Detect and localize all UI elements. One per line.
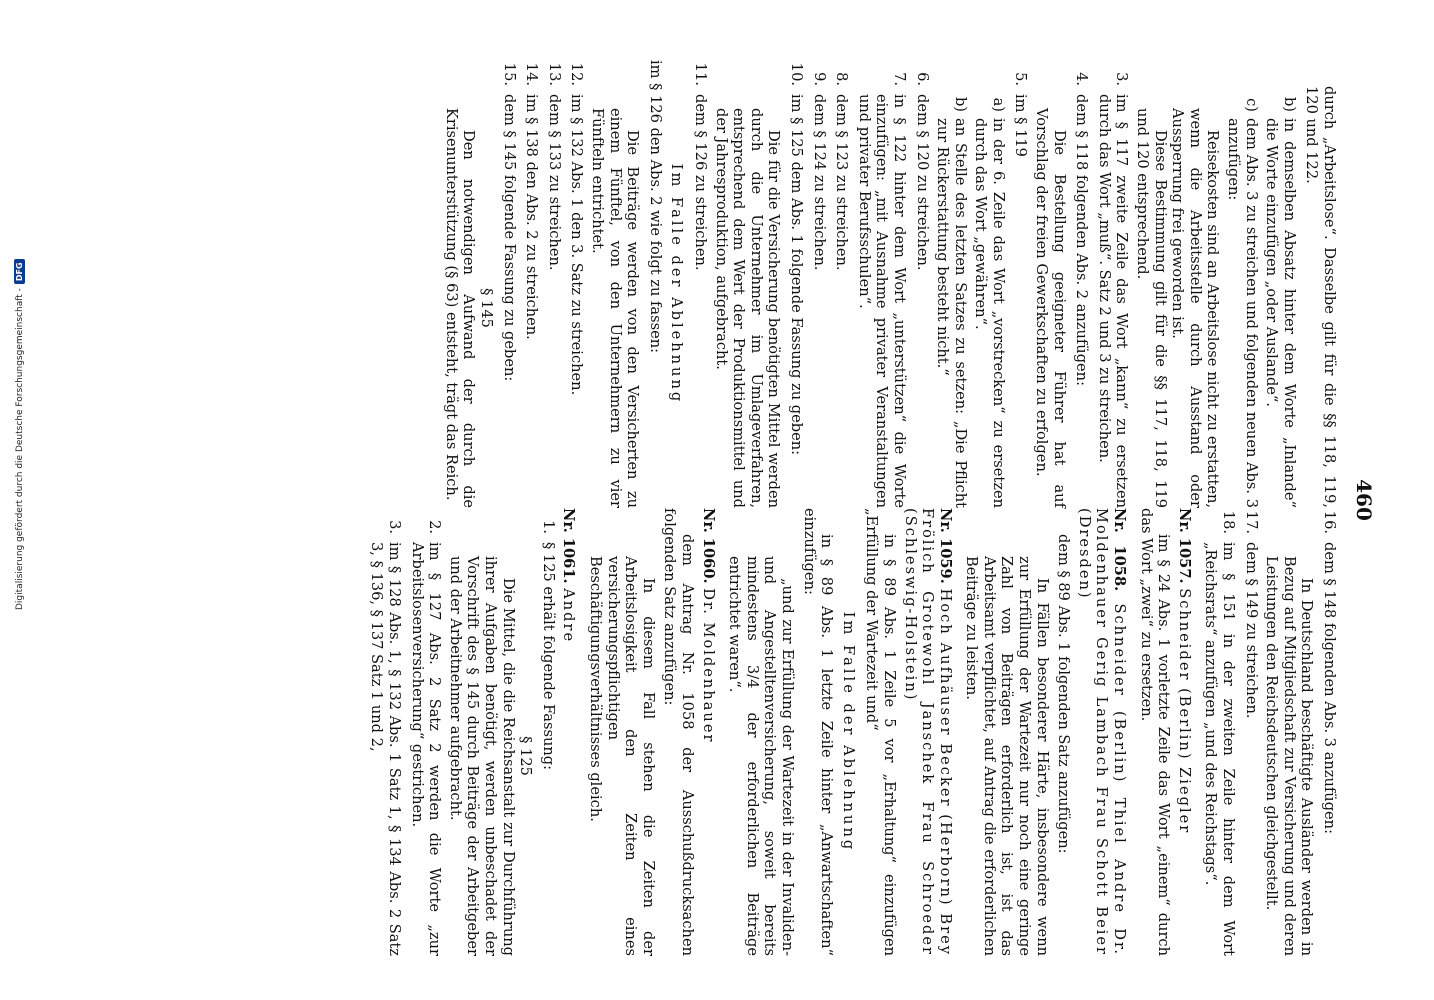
numbered-item xyxy=(500,60,518,508)
alternative-heading: Im Falle der Ablehnung xyxy=(668,163,686,405)
sub-item-label: b) xyxy=(951,96,969,112)
motion-number: Nr. 1061. xyxy=(560,508,578,584)
provision-paragraph: „und zur Erfüllung der Wartezeit in der Invaliden- und Angestelltenversicherung, soweit bereits mindestens 3/4 der erforderlichen Beiträge entrichtet waren“. xyxy=(726,556,796,956)
provision-paragraph: In Fällen besonderer Härte, insbesondere wenn zur Erfüllung der Wartezeit nur noch eine geringe Zahl von Beiträgen erforderlich ist, ist das Arbeitsamt verpflichtet, auf Antrag die erforderlichen Beiträge zu leisten. xyxy=(963,556,1051,956)
item-number: 5. xyxy=(1012,72,1030,86)
item-number: 9. xyxy=(810,72,828,86)
numbered-item xyxy=(568,60,586,508)
motion-number: Nr. 1057. xyxy=(1175,508,1193,584)
dfg-logo: DFG xyxy=(14,259,25,284)
continued-text: durch „Arbeitslose“. Dasselbe gilt für die §§ 118, 119, 120 und 122. xyxy=(1303,86,1338,508)
item-text: dem § 124 zu streichen. xyxy=(810,94,828,271)
item-text: dem § 126 zu streichen. xyxy=(692,94,709,271)
provision-paragraph: Die für die Versicherung benötigten Mittel werden durch die Unternehmer im Umlageverfahren, entsprechend dem Wert der Produktionsmittel und der Jahresproduktion, aufgebracht. xyxy=(712,108,783,508)
quoted-provision xyxy=(446,556,534,956)
motion-text: dem Antrag Nr. 1058 der Ausschußdrucksachen folgenden Satz anzufügen: xyxy=(661,508,696,956)
numbered-item xyxy=(523,60,541,508)
provision-paragraph: In Deutschland beschäftigte Ausländer werden in Bezug auf Mitgliedschaft zur Versicherung und deren Leistungen den Reichsdeutschen gleichgestellt. xyxy=(1263,556,1316,956)
motion-header xyxy=(699,508,717,956)
plain-text: im § 126 den Abs. 2 wie folgt zu fassen: xyxy=(646,60,664,354)
item-number: 12. xyxy=(568,62,586,86)
item-text: § 125 erhält folgende Fassung: xyxy=(539,542,557,771)
numbered-item xyxy=(787,60,805,508)
item-text: dem § 145 folgende Fassung zu geben: xyxy=(500,94,518,382)
sub-item-label: c) xyxy=(1242,98,1260,112)
item-number: 18. xyxy=(1220,510,1238,534)
item-text: dem § 148 folgenden Abs. 3 anzufügen: xyxy=(1321,542,1338,834)
item-number: 13. xyxy=(545,62,563,86)
item-text: dem § 149 zu streichen. xyxy=(1242,542,1260,719)
quoted-provision xyxy=(442,108,495,508)
provision-paragraph: Den notwendigen Aufwand der durch die Krisenunterstützung (§ 63) entsteht, trägt das Reich. xyxy=(442,108,478,508)
motion-header xyxy=(1075,508,1128,956)
provision-paragraph: Die Bestellung geeigneter Führer hat auf Vorschlag der freien Gewerkschaften zu erfolgen. xyxy=(1033,108,1068,508)
sub-item-text: an Stelle des letzten Satzes zu setzen: „Die Pflicht zur Rückerstattung besteht nicht.“ xyxy=(934,118,969,508)
item-text: im § 128 Abs. 1, § 132 Abs. 1 Satz 1, § 134 Abs. 2 Satz 3, § 136, § 137 Satz 1 und 2, xyxy=(368,542,404,956)
digitization-credit xyxy=(14,259,25,610)
item-text: dem § 133 zu streichen. xyxy=(545,94,563,271)
numbered-item xyxy=(855,60,908,508)
motion-text: in § 89 Abs. 1 Zeile 5 vor „Erhaltung“ einzufügen „Erfüllung der Wartezeit und“ xyxy=(863,508,898,956)
numbered-item xyxy=(833,60,851,508)
quoted-provision xyxy=(1133,108,1221,508)
motion-text: dem § 89 Abs. 1 folgenden Satz anzufügen: xyxy=(1055,534,1073,854)
item-number: 3. xyxy=(1113,72,1131,86)
sub-item-label: a) xyxy=(989,97,1007,112)
motion-header xyxy=(560,508,578,956)
item-text: dem § 123 zu streichen. xyxy=(833,94,851,271)
motion-header xyxy=(1175,508,1193,956)
quoted-provision xyxy=(963,556,1051,956)
section-heading: § 145 xyxy=(478,288,496,328)
item-number: 3. xyxy=(386,520,404,534)
provision-paragraph: Die Beiträge werden von den Versicherten zu einem Fünftel, von den Unternehmern zu vier Fünfteln entrichtet. xyxy=(589,108,642,508)
motion-text: in § 89 Abs. 1 letzte Zeile hinter „Anwartschaften“ einzufügen: xyxy=(800,508,836,956)
item-text: dem § 118 folgenden Abs. 2 anzufügen: xyxy=(1073,94,1091,386)
quoted-provision xyxy=(726,556,796,956)
alternative-heading: Im Falle der Ablehnung xyxy=(839,611,857,853)
numbered-item xyxy=(913,60,931,508)
sub-item-label: b) xyxy=(1280,96,1298,112)
numbered-item xyxy=(1202,508,1237,956)
motion-sponsors: Schneider (Berlin) Ziegler xyxy=(1175,588,1193,835)
motion-number: Nr. 1060. xyxy=(699,508,717,584)
item-number: 4. xyxy=(1073,72,1091,86)
numbered-item xyxy=(1095,60,1130,508)
quoted-provision xyxy=(712,108,782,508)
item-text: im § 119 xyxy=(1012,94,1030,157)
motion-number: Nr. 1058. xyxy=(1111,508,1129,592)
item-number: 7. xyxy=(890,72,908,86)
numbered-item xyxy=(539,508,557,956)
item-number: 2. xyxy=(426,520,444,534)
provision-paragraph: In diesem Fall stehen die Zeiten der Arbeitslosigkeit den Zeiten eines versicherungspflichtigen Beschäftigungsverhältnisses gleich. xyxy=(587,556,657,956)
item-text: im § 125 dem Abs. 1 folgende Fassung zu geben: xyxy=(787,94,805,456)
numbered-item xyxy=(1073,60,1091,508)
item-text: im § 138 den Abs. 2 zu streichen. xyxy=(523,94,541,340)
provision-paragraph: Diese Bestimmung gilt für die §§ 117, 118, 119 und 120 entsprechend. xyxy=(1134,108,1169,508)
section-heading: § 125 xyxy=(517,736,535,776)
item-text: im § 132 Abs. 1 den 3. Satz zu streichen. xyxy=(568,94,586,396)
numbered-item xyxy=(691,60,709,508)
item-number: 11. xyxy=(692,62,709,86)
numbered-item xyxy=(368,508,403,956)
page-number: 460 xyxy=(1352,479,1376,521)
motion-header xyxy=(901,508,954,956)
item-number: 16. xyxy=(1321,510,1338,534)
sub-item xyxy=(1224,90,1259,508)
sub-item-text: in der 6. Zeile das Wort „vorstrecken“ zu ersetzen durch das Wort „gewähren“. xyxy=(972,118,1007,508)
motion-text: im § 24 Abs. 1 vorletzte Zeile das Wort „einem“ durch das Wort „zwei“ zu ersetzen. xyxy=(1137,508,1173,956)
quoted-provision xyxy=(1263,556,1316,956)
motion-sponsors: Hoch Aufhäuser Becker (Herborn) Brey Frölich Grotewohl Janschek Frau Schroeder (Schleswig-Holstein) xyxy=(901,508,954,956)
numbered-item xyxy=(408,508,443,956)
item-number: 1. xyxy=(539,520,557,534)
motion-sponsors: Andre xyxy=(560,588,578,644)
numbered-item xyxy=(545,60,563,508)
motion-sponsors: Schneider (Berlin) Thiel Andre Dr. Moldenhauer Gerig Lambach Frau Schott Beier (Dresden) xyxy=(1075,508,1129,956)
item-number: 8. xyxy=(833,72,851,86)
item-text: im § 127 Abs. 2 Satz 2 werden die Worte „zur Arbeitslosenversicherung“ gestrichen. xyxy=(408,542,444,956)
quoted-provision xyxy=(588,108,641,508)
quoted-provision xyxy=(1033,108,1068,508)
sub-item xyxy=(972,90,1007,508)
right-column xyxy=(363,508,1338,956)
item-text: im § 117 zweite Zeile das Wort „kann“ zu ersetzen durch das Wort „muß“. Satz 2 und 3 zu streichen. xyxy=(1095,94,1131,508)
numbered-item xyxy=(1012,60,1030,508)
item-number: 10. xyxy=(787,62,805,86)
sub-item xyxy=(1263,90,1298,508)
numbered-item xyxy=(810,60,828,508)
provision-paragraph: Reisekosten sind an Arbeitslose nicht zu erstatten, wenn die Arbeitsstelle durch Ausstand oder Aussperrung frei geworden ist. xyxy=(1169,108,1222,508)
provision-paragraph: Die Mittel, die die Reichsanstalt zur Durchführung ihrer Aufgaben benötigt, werden unbeschadet der Vorschrift des § 145 durch Beiträge der Arbeitgeber und der Arbeitnehmer aufgebracht. xyxy=(446,556,517,956)
sub-item-text: dem Abs. 3 zu streichen und folgenden neuen Abs. 3 anzufügen: xyxy=(1225,118,1260,508)
item-text: im § 151 in der zweiten Zeile hinter dem Wort „Reichsrats“ anzufügen „und des Reichstags“. xyxy=(1202,542,1238,956)
left-column xyxy=(439,60,1338,508)
numbered-item xyxy=(1242,508,1260,956)
item-number: 6. xyxy=(913,72,931,86)
item-number: 15. xyxy=(500,62,518,86)
sub-item xyxy=(934,90,969,508)
numbered-item xyxy=(1320,508,1338,956)
credit-text: Digitalisierung gefördert durch die Deutsche Forschungsgemeinschaft - xyxy=(14,288,25,610)
item-number: 17. xyxy=(1242,510,1260,534)
motion-number: Nr. 1059. xyxy=(936,508,954,584)
item-text: dem § 120 zu streichen. xyxy=(913,94,931,271)
item-number: 14. xyxy=(523,62,541,86)
sub-item-text: in demselben Absatz hinter dem Worte „Inlande“ die Worte einzufügen „oder Auslande“. xyxy=(1263,118,1298,508)
quoted-provision xyxy=(586,556,656,956)
motion-sponsors: Dr. Moldenhauer xyxy=(699,588,717,744)
item-text: in § 122 hinter dem Wort „unterstützen“ die Worte einzufügen: „mit Ausnahme privater Veranstaltungen und privater Berufsschulen“. xyxy=(855,94,908,508)
